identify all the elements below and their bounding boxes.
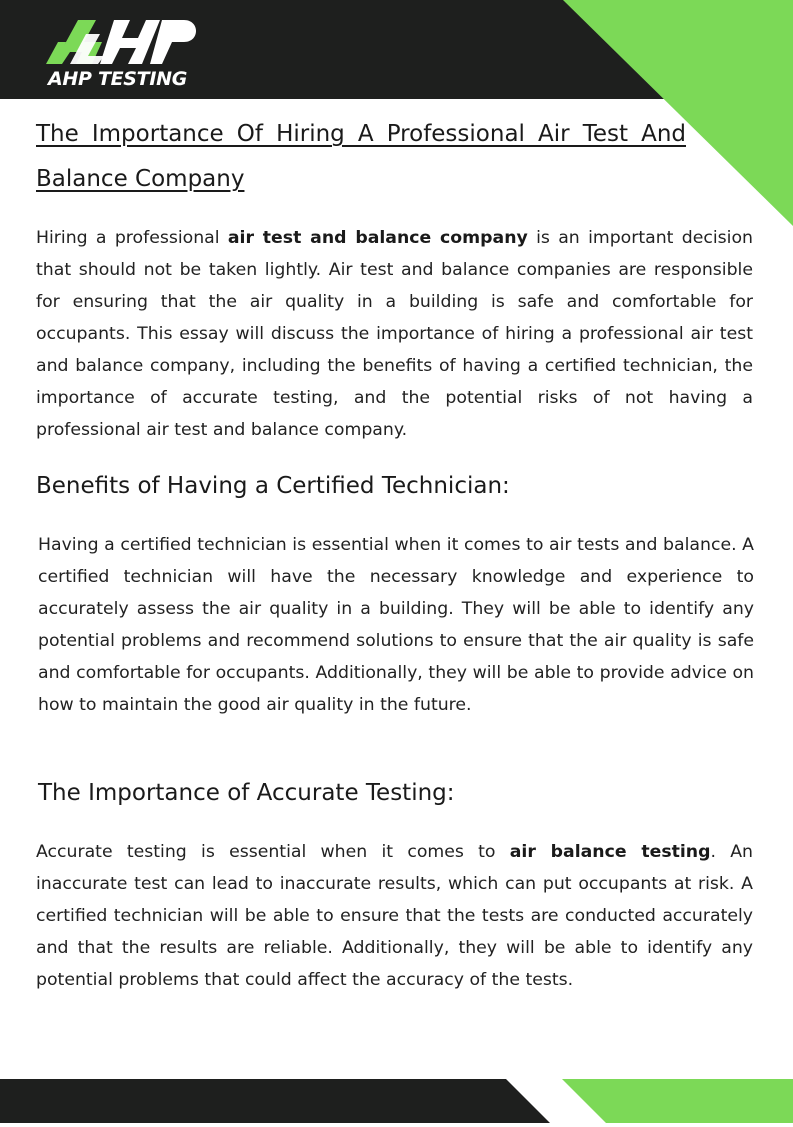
- brand-logo: [44, 12, 204, 94]
- footer-band: [0, 1079, 793, 1123]
- testing-text-before: Accurate testing is essential when it comes to: [36, 842, 510, 862]
- accurate-testing-paragraph: [36, 836, 753, 996]
- testing-text-after: . An inaccurate test can lead to inaccurate results, which can put occupants at risk. A certified technician will be able to ensure that the tests are conducted accurately and that the results are reliable. Additionally, they will be able to identify any potential problems that could affect the accuracy of the tests.: [36, 842, 754, 990]
- section-heading-benefits: Benefits of Having a Certified Technician:: [36, 473, 510, 499]
- footer-dark-band: [0, 1079, 550, 1123]
- benefits-paragraph: Having a certified technician is essential when it comes to air tests and balance. A certified technician will have the necessary knowledge and experience to accurately assess the air quality in a building. They will be able to identify any potential problems and recommend solutions to ensure that the air quality is safe and comfortable for occupants. Additionally, they will be able to provide advice on how to maintain the good air quality in the future.: [38, 535, 754, 715]
- intro-text-after: is an important decision that should not be taken lightly. Air test and balance companies are responsible for ensuring that the air quality in a building is safe and comfortable for occupants. This essay will discuss the importance of hiring a professional air test and balance company, including the benefits of having a certified technician, the importance of accurate testing, and the potential risks of not having a professional air test and balance company.: [36, 228, 753, 440]
- logo-text: AHP TESTING: [48, 68, 187, 90]
- section-heading-accurate-testing: The Importance of Accurate Testing:: [38, 780, 455, 806]
- intro-keyword-link[interactable]: air test and balance company: [227, 228, 528, 248]
- intro-paragraph: [36, 222, 753, 446]
- document-title: The Importance Of Hiring A Professional Air Test And Balance Company: [36, 121, 686, 192]
- logo-mark-icon: [44, 12, 204, 72]
- intro-text-before: Hiring a professional: [36, 228, 228, 248]
- testing-keyword-link[interactable]: air balance testing: [509, 842, 711, 862]
- footer-accent-band: [562, 1079, 793, 1123]
